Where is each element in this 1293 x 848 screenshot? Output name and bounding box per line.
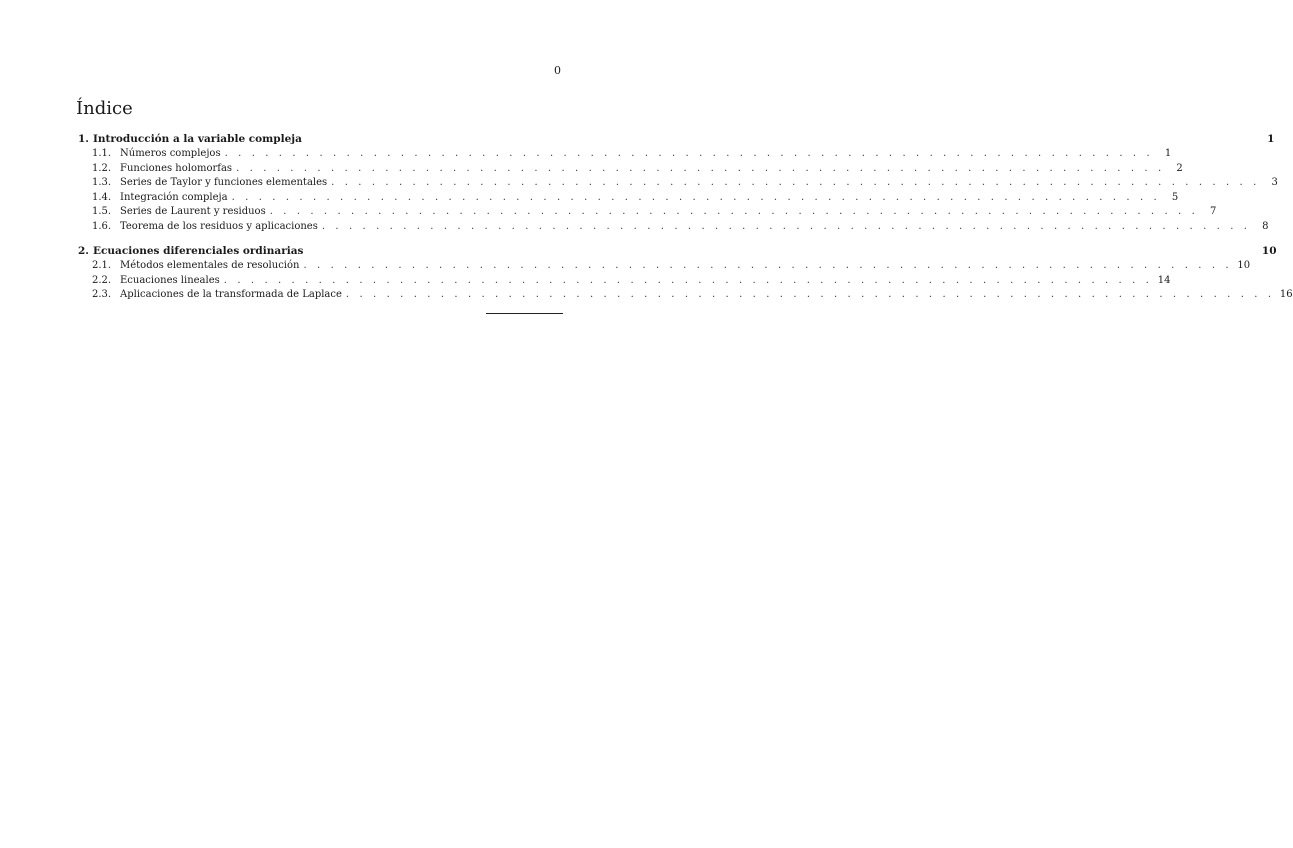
dot-leader: . . . . . . . . . . . . . . . . . . . . . . . . . . . . . . . . . . . . . . . . . . . . . . . . . . . . . . . . . . . . . . . . . . . . . <box>223 274 1153 286</box>
toc-section-entry[interactable] <box>78 191 1179 206</box>
section-number: 1.3. <box>92 177 112 188</box>
section-page: 10 <box>1237 260 1251 271</box>
section-title: Funciones holomorfas <box>120 162 233 174</box>
toc-section-entry[interactable] <box>78 274 1171 289</box>
section-title: Series de Laurent y residuos <box>120 206 266 217</box>
section-number: 1.1. <box>92 148 112 159</box>
toc-chapter-entry[interactable] <box>78 132 1275 147</box>
section-page: 5 <box>1171 191 1179 203</box>
dot-leader: . . . . . . . . . . . . . . . . . . . . . . . . . . . . . . . . . . . . . . . . . . . . . . . . . . . . . . . . . . . . . . . . . . . . . <box>345 289 1275 300</box>
table-of-contents <box>78 132 1293 313</box>
section-page: 2 <box>1176 162 1183 174</box>
section-number: 2.2. <box>92 274 112 286</box>
chapter-page: 1 <box>1267 133 1275 145</box>
chapter-title: Introducción a la variable compleja <box>93 133 302 145</box>
dot-leader: . . . . . . . . . . . . . . . . . . . . . . . . . . . . . . . . . . . . . . . . . . . . . . . . . . . . . . . . . . . . . . . . . . . . . <box>231 191 1161 203</box>
section-page: 3 <box>1271 177 1278 188</box>
section-page: 1 <box>1164 148 1172 159</box>
toc-heading: Índice <box>76 98 133 119</box>
section-number: 1.4. <box>92 191 112 203</box>
toc-section-entry[interactable] <box>78 259 1251 274</box>
dot-leader: . . . . . . . . . . . . . . . . . . . . . . . . . . . . . . . . . . . . . . . . . . . . . . . . . . . . . . . . . . . . . . . . . . . . . <box>321 220 1251 232</box>
section-page: 8 <box>1262 220 1269 232</box>
dot-leader: . . . . . . . . . . . . . . . . . . . . . . . . . . . . . . . . . . . . . . . . . . . . . . . . . . . . . . . . . . . . . . . . . . . . . <box>331 177 1260 188</box>
section-title: Integración compleja <box>120 191 228 203</box>
toc-chapter-entry[interactable] <box>78 244 1277 259</box>
toc-section-entry[interactable] <box>78 162 1183 177</box>
dot-leader: . . . . . . . . . . . . . . . . . . . . . . . . . . . . . . . . . . . . . . . . . . . . . . . . . . . . . . . . . . . . . . . . . . . . . <box>303 260 1233 271</box>
dot-leader: . . . . . . . . . . . . . . . . . . . . . . . . . . . . . . . . . . . . . . . . . . . . . . . . . . . . . . . . . . . . . . . . . . . . . <box>224 148 1154 159</box>
chapter-page: 10 <box>1261 245 1277 257</box>
section-title: Series de Taylor y funciones elementales <box>120 177 328 188</box>
section-title: Métodos elementales de resolución <box>120 260 300 271</box>
dot-leader: . . . . . . . . . . . . . . . . . . . . . . . . . . . . . . . . . . . . . . . . . . . . . . . . . . . . . . . . . . . . . . . . . . . . . <box>236 162 1165 174</box>
toc-chapter-2 <box>78 244 1293 303</box>
chapter-number: 1. <box>78 133 89 145</box>
chapter-title: Ecuaciones diferenciales ordinarias <box>93 245 304 257</box>
section-page: 16 <box>1279 289 1293 300</box>
section-number: 1.2. <box>92 162 112 174</box>
dot-leader: . . . . . . . . . . . . . . . . . . . . . . . . . . . . . . . . . . . . . . . . . . . . . . . . . . . . . . . . . . . . . . . . . . . . . <box>269 206 1199 217</box>
section-number: 2.3. <box>92 289 112 300</box>
toc-chapter-1 <box>78 132 1278 234</box>
chapter-number: 2. <box>78 245 89 257</box>
toc-section-entry[interactable] <box>78 176 1278 191</box>
toc-section-entry[interactable] <box>78 288 1293 303</box>
section-title: Números complejos <box>120 148 221 159</box>
footnote-rule <box>486 313 563 314</box>
section-title: Aplicaciones de la transformada de Laplace <box>120 289 342 300</box>
section-page: 7 <box>1210 206 1217 217</box>
section-number: 1.5. <box>92 206 112 217</box>
section-page: 14 <box>1157 274 1171 286</box>
toc-section-entry[interactable] <box>78 205 1217 220</box>
page-number: 0 <box>554 64 561 77</box>
section-number: 2.1. <box>92 260 112 271</box>
section-title: Ecuaciones lineales <box>120 274 220 286</box>
section-number: 1.6. <box>92 220 112 232</box>
toc-section-entry[interactable] <box>78 147 1172 162</box>
section-title: Teorema de los residuos y aplicaciones <box>120 220 318 232</box>
toc-section-entry[interactable] <box>78 220 1269 235</box>
